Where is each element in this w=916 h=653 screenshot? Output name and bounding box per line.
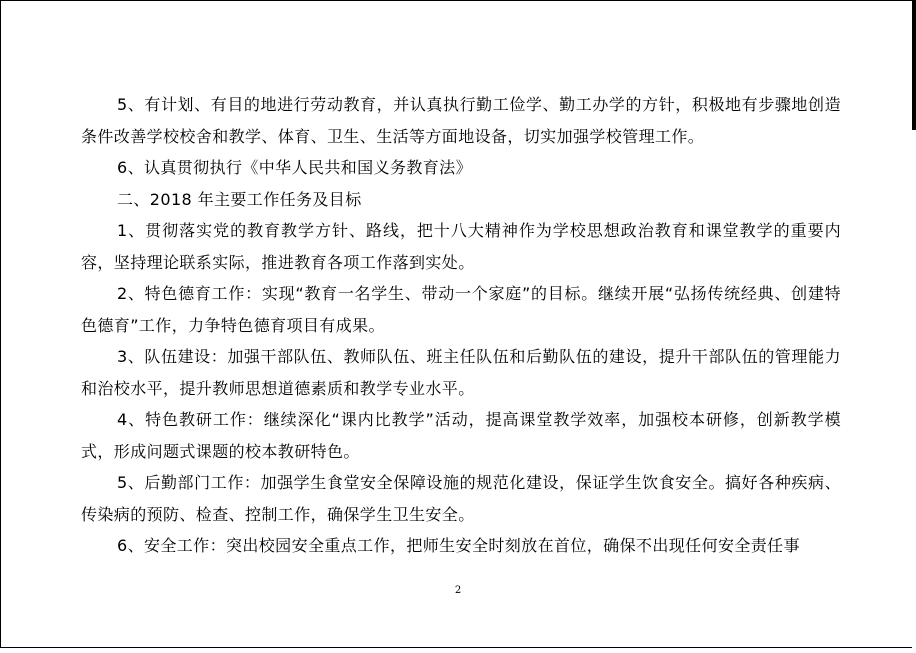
paragraph-safety: 6、安全工作：突出校园安全重点工作，把师生安全时刻放在首位，确保不出现任何安全责任事 xyxy=(117,536,800,555)
paragraph-education-policy: 1、贯彻落实党的教育教学方针、路线，把十八大精神作为学校思想政治教育和课堂教学的重要内容，坚持理论联系实际，推进教育各项工作落到实处。 xyxy=(81,221,841,272)
paragraph-logistics: 5、后勤部门工作：加强学生食堂安全保障设施的规范化建设，保证学生饮食安全。搞好各种疾病、传染病的预防、检查、控制工作，确保学生卫生安全。 xyxy=(81,473,841,524)
paragraph-labor-education: 5、有计划、有目的地进行劳动教育，并认真执行勤工俭学、勤工办学的方针，积极地有步骤地创造条件改善学校校舍和教学、体育、卫生、生活等方面地设备，切实加强学校管理工作。 xyxy=(81,95,841,146)
paragraph-education-law: 6、认真贯彻执行《中华人民共和国义务教育法》 xyxy=(117,158,472,177)
section-heading-2018-goals: 二、2018 年主要工作任务及目标 xyxy=(117,189,362,209)
page-number: 2 xyxy=(454,585,462,596)
paragraph-teaching-research: 4、特色教研工作：继续深化“课内比教学”活动，提高课堂教学效率，加强校本研修，创新教学模式，形成问题式课题的校本教研特色。 xyxy=(81,410,841,461)
paragraph-moral-education: 2、特色德育工作：实现“教育一名学生、带动一个家庭”的目标。继续开展“弘扬传统经典、创建特色德育”工作，力争特色德育项目有成果。 xyxy=(81,284,841,335)
scrollbar-edge[interactable] xyxy=(912,0,916,130)
document-body xyxy=(81,89,841,562)
paragraph-team-building: 3、队伍建设：加强干部队伍、教师队伍、班主任队伍和后勤队伍的建设，提升干部队伍的管理能力和治校水平，提升教师思想道德素质和教学专业水平。 xyxy=(81,347,841,398)
